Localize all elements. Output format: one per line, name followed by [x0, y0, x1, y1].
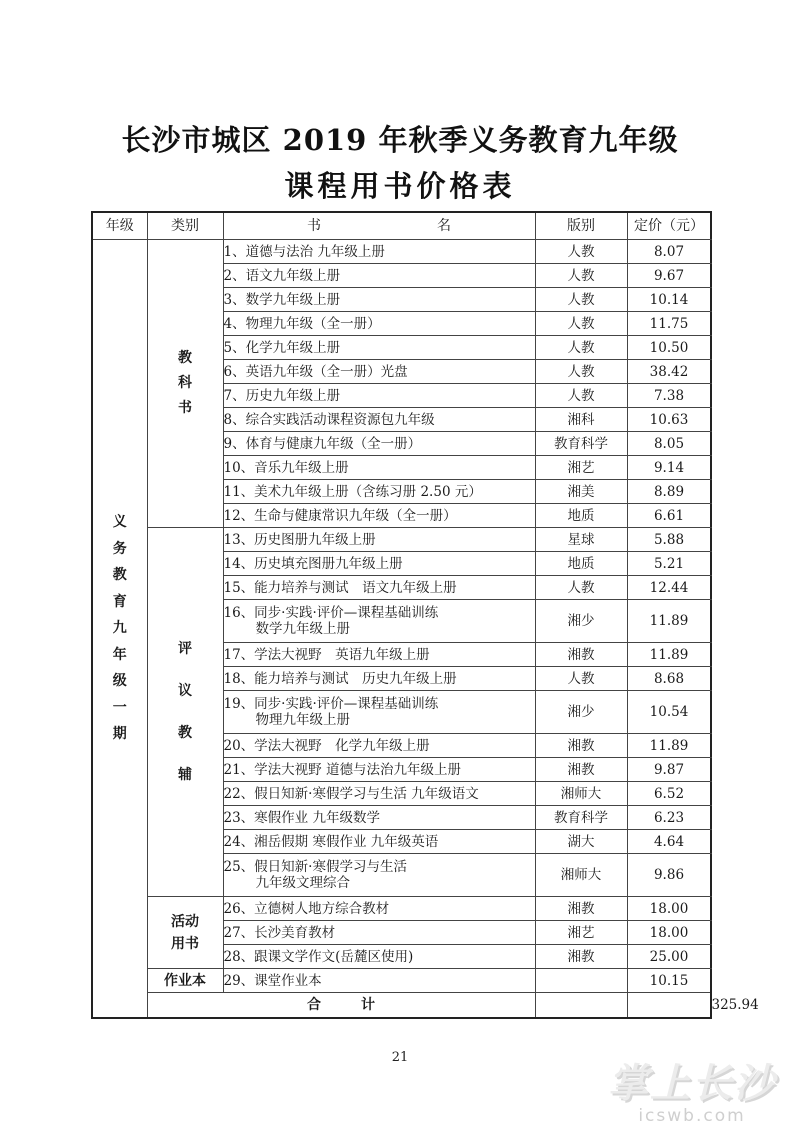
book-name: 29、课堂作业本	[223, 969, 535, 993]
book-price: 18.00	[627, 921, 711, 945]
book-name: 7、历史九年级上册	[223, 384, 535, 408]
header-price: 定价（元）	[627, 212, 711, 240]
grade-cell	[92, 240, 147, 1019]
book-price: 11.75	[627, 312, 711, 336]
book-name: 16、同步·实践·评价—课程基础训练 数学九年级上册	[223, 600, 535, 643]
book-price: 4.64	[627, 830, 711, 854]
book-name: 4、物理九年级（全一册）	[223, 312, 535, 336]
book-name: 17、学法大视野 英语九年级上册	[223, 643, 535, 667]
book-publisher: 湘教	[535, 758, 627, 782]
book-publisher: 湘艺	[535, 921, 627, 945]
book-publisher: 星球	[535, 528, 627, 552]
page-number: 21	[391, 1050, 409, 1065]
book-publisher: 湖大	[535, 830, 627, 854]
book-price: 38.42	[627, 360, 711, 384]
total-label: 合 计	[147, 993, 535, 1019]
book-name: 13、历史图册九年级上册	[223, 528, 535, 552]
book-price: 9.87	[627, 758, 711, 782]
header-category: 类别	[147, 212, 223, 240]
book-price: 6.52	[627, 782, 711, 806]
watermark-logo	[592, 1062, 792, 1126]
book-price: 10.14	[627, 288, 711, 312]
book-publisher: 教育科学	[535, 806, 627, 830]
book-publisher: 湘少	[535, 691, 627, 734]
book-price: 10.15	[627, 969, 711, 993]
book-price: 6.61	[627, 504, 711, 528]
book-price: 5.88	[627, 528, 711, 552]
header-book-name	[223, 212, 535, 240]
table-row	[92, 528, 711, 552]
book-name: 23、寒假作业 九年级数学	[223, 806, 535, 830]
header-grade: 年级	[92, 212, 147, 240]
book-price: 9.14	[627, 456, 711, 480]
book-price: 9.86	[627, 854, 711, 897]
book-name: 5、化学九年级上册	[223, 336, 535, 360]
book-price: 8.05	[627, 432, 711, 456]
book-publisher: 人教	[535, 336, 627, 360]
book-publisher: 湘教	[535, 945, 627, 969]
grade-label: 义 务 教 育 九 年 级 一 期	[112, 514, 127, 743]
book-name: 11、美术九年级上册（含练习册 2.50 元）	[223, 480, 535, 504]
book-name: 25、假日知新·寒假学习与生活 九年级文理综合	[223, 854, 535, 897]
book-publisher: 人教	[535, 312, 627, 336]
book-price: 8.07	[627, 240, 711, 264]
book-name: 10、音乐九年级上册	[223, 456, 535, 480]
book-publisher: 人教	[535, 360, 627, 384]
book-publisher: 湘美	[535, 480, 627, 504]
header-book-name-right: 名	[437, 218, 451, 234]
book-name: 27、长沙美育教材	[223, 921, 535, 945]
book-price: 18.00	[627, 897, 711, 921]
book-name: 21、学法大视野 道德与法治九年级上册	[223, 758, 535, 782]
book-name: 6、英语九年级（全一册）光盘	[223, 360, 535, 384]
category-activity-books: 活动 用书	[147, 897, 223, 969]
book-publisher: 地质	[535, 552, 627, 576]
book-price: 11.89	[627, 643, 711, 667]
book-price: 10.54	[627, 691, 711, 734]
book-price: 7.38	[627, 384, 711, 408]
book-publisher: 湘少	[535, 600, 627, 643]
book-name: 9、体育与健康九年级（全一册）	[223, 432, 535, 456]
document-title-line2: 课程用书价格表	[284, 169, 516, 203]
book-publisher: 人教	[535, 264, 627, 288]
book-price: 11.89	[627, 734, 711, 758]
book-publisher: 湘教	[535, 897, 627, 921]
book-publisher: 湘科	[535, 408, 627, 432]
book-publisher: 湘教	[535, 734, 627, 758]
category-homework: 作业本	[147, 969, 223, 993]
book-name: 28、跟课文学作文(岳麓区使用)	[223, 945, 535, 969]
book-publisher: 人教	[535, 384, 627, 408]
total-publisher-empty	[627, 993, 711, 1019]
book-publisher: 人教	[535, 288, 627, 312]
book-name: 1、道德与法治 九年级上册	[223, 240, 535, 264]
book-price: 25.00	[627, 945, 711, 969]
book-price: 10.63	[627, 408, 711, 432]
header-book-name-left: 书	[307, 218, 321, 234]
table-row	[92, 897, 711, 921]
book-publisher: 湘艺	[535, 456, 627, 480]
table-row	[92, 240, 711, 264]
header-publisher: 版别	[535, 212, 627, 240]
book-publisher: 湘教	[535, 643, 627, 667]
book-name: 2、语文九年级上册	[223, 264, 535, 288]
book-price: 9.67	[627, 264, 711, 288]
book-name: 3、数学九年级上册	[223, 288, 535, 312]
book-name: 24、湘岳假期 寒假作业 九年级英语	[223, 830, 535, 854]
book-name: 8、综合实践活动课程资源包九年级	[223, 408, 535, 432]
book-name: 20、学法大视野 化学九年级上册	[223, 734, 535, 758]
book-name: 19、同步·实践·评价—课程基础训练 物理九年级上册	[223, 691, 535, 734]
book-name: 22、假日知新·寒假学习与生活 九年级语文	[223, 782, 535, 806]
book-price: 12.44	[627, 576, 711, 600]
book-publisher: 地质	[535, 504, 627, 528]
book-publisher: 人教	[535, 667, 627, 691]
book-name: 12、生命与健康常识九年级（全一册）	[223, 504, 535, 528]
book-name: 18、能力培养与测试 历史九年级上册	[223, 667, 535, 691]
book-publisher: 湘师大	[535, 854, 627, 897]
book-price: 8.89	[627, 480, 711, 504]
book-name: 15、能力培养与测试 语文九年级上册	[223, 576, 535, 600]
book-publisher: 教育科学	[535, 432, 627, 456]
book-publisher	[535, 969, 627, 993]
watermark-main-text: 掌上长沙	[608, 1061, 776, 1107]
price-table	[91, 211, 759, 1019]
book-publisher: 人教	[535, 576, 627, 600]
book-publisher: 湘师大	[535, 782, 627, 806]
category-review-supplements: 评 议 教 辅	[147, 528, 223, 897]
book-price: 11.89	[627, 600, 711, 643]
total-name-empty	[535, 993, 627, 1019]
table-row	[92, 969, 711, 993]
watermark-url: icswb.com	[638, 1106, 746, 1126]
book-name: 26、立德树人地方综合教材	[223, 897, 535, 921]
table-header-row	[92, 212, 711, 240]
book-publisher: 人教	[535, 240, 627, 264]
book-price: 10.50	[627, 336, 711, 360]
category-textbooks: 教 科 书	[147, 240, 223, 528]
book-price: 8.68	[627, 667, 711, 691]
book-price: 5.21	[627, 552, 711, 576]
total-row: 合 计 325.94	[92, 993, 711, 1019]
book-price: 6.23	[627, 806, 711, 830]
book-name: 14、历史填充图册九年级上册	[223, 552, 535, 576]
document-title-line1: 长沙市城区 2019 年秋季义务教育九年级	[121, 123, 679, 157]
